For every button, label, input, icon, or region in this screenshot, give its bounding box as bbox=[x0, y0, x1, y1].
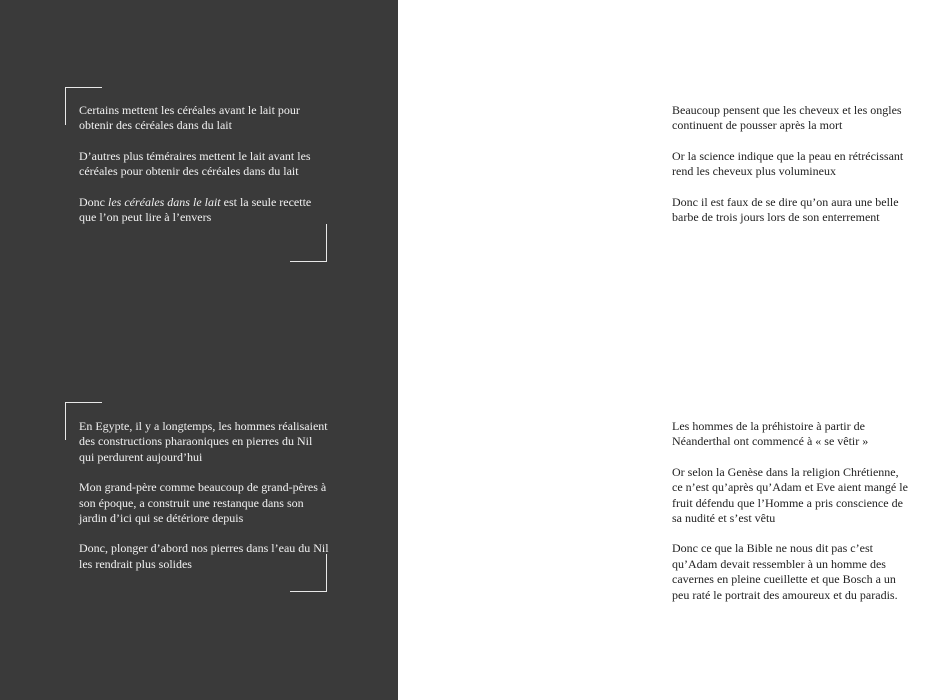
paragraph-3-italic: les céréales dans le lait bbox=[108, 194, 221, 209]
text-block-cereals bbox=[79, 103, 329, 240]
paragraph-2: Mon grand-père comme beaucoup de grand-pères à son époque, a construit une restanque dans son jardin d’ici qui se détériore depuis bbox=[79, 480, 327, 526]
paragraph-1: Beaucoup pensent que les cheveux et les ongles continuent de pousser après la mort bbox=[672, 103, 902, 133]
paragraph-3-start: Donc bbox=[79, 194, 108, 209]
dark-panel bbox=[0, 0, 398, 700]
paragraph-1: Certains mettent les céréales avant le lait pour obtenir des céréales dans du lait bbox=[79, 103, 300, 133]
paragraph-2: D’autres plus téméraires mettent le lait avant les céréales pour obtenir des céréales dans du lait bbox=[79, 148, 311, 179]
paragraph-3: Donc il est faux de se dire qu’on aura une belle barbe de trois jours lors de son enterrement bbox=[672, 194, 899, 225]
paragraph-3-end: est la seule recette que l’on peut lire à l’envers bbox=[79, 194, 312, 225]
text-block-hair bbox=[672, 103, 904, 240]
text-block-egypt bbox=[79, 419, 329, 587]
paragraph-3: Donc ce que la Bible ne nous dit pas c’est qu’Adam devait ressembler à un homme des cavernes en pleine cueillette et que Bosch a un peu raté le portrait des amoureux et du paradis. bbox=[672, 541, 898, 602]
text-block-prehistory bbox=[672, 419, 908, 618]
paragraph-2: Or la science indique que la peau en rétrécissant rend les cheveux plus volumineux bbox=[672, 148, 904, 179]
paragraph-1: Les hommes de la préhistoire à partir de Néanderthal ont commencé à « se vêtir » bbox=[672, 419, 869, 449]
paragraph-1: En Egypte, il y a longtemps, les hommes réalisaient des constructions pharaoniques en pierres du Nil qui perdurent aujourd’hui bbox=[79, 419, 328, 464]
paragraph-3: Donc, plonger d’abord nos pierres dans l’eau du Nil les rendrait plus solides bbox=[79, 541, 329, 571]
paragraph-2: Or selon la Genèse dans la religion Chrétienne, ce n’est qu’après qu’Adam et Eve aient mangé le fruit défendu que l’Homme a pris conscience de sa nudité et s’est vêtu bbox=[672, 464, 908, 526]
paragraph-3 bbox=[79, 195, 329, 226]
